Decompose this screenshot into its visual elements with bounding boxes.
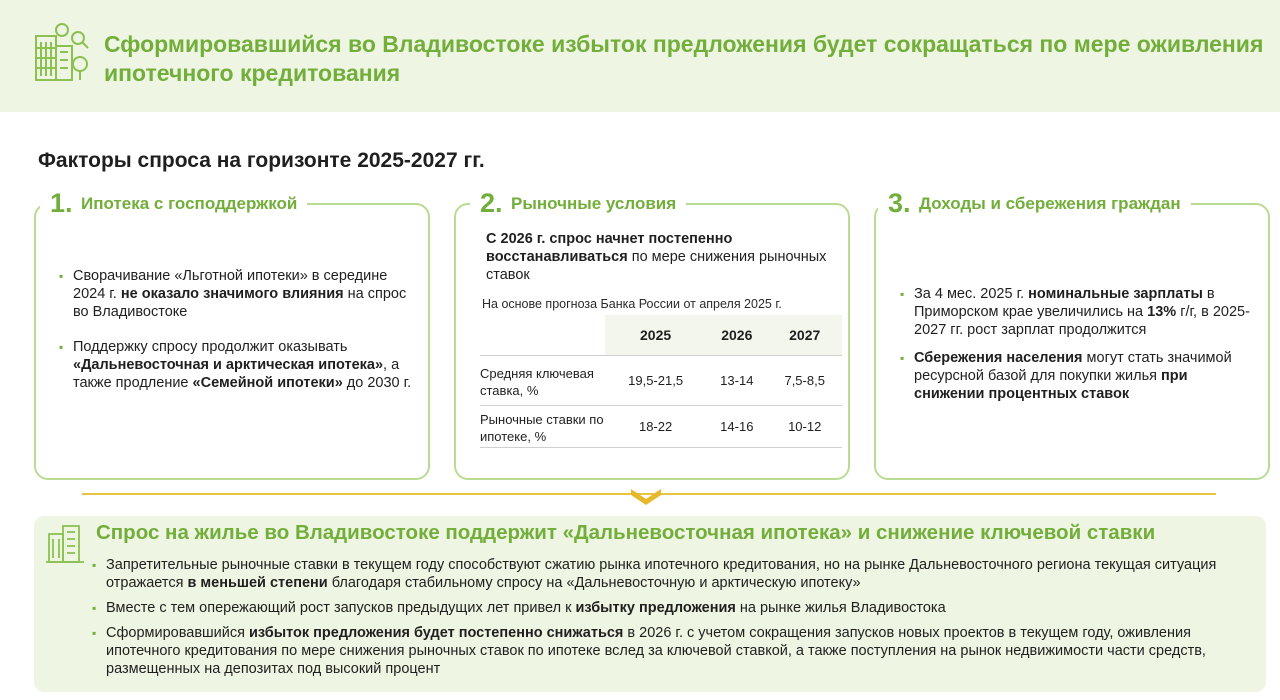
card-number: 1. (50, 188, 73, 218)
card-title: Доходы и сбережения граждан (918, 193, 1181, 213)
table-row (480, 355, 842, 405)
list-item: ▪ Сформировавшийся избыток предложения будет постепенно снижаться в 2026 г. с учетом сокращения запусков новых проектов в текущем году, оживления ипотечного кредитования по мере снижения рыночных ставок по ипотеке вслед за ключевой ставкой, а также поступления на рынок недвижимости части средств, размещенных на депозитах под высокий процент (92, 624, 1260, 678)
card-title: Ипотека с господдержкой (80, 193, 298, 213)
rates-table (480, 315, 842, 448)
city-buildings-icon (34, 22, 96, 82)
bullet-list (92, 556, 1260, 685)
card-mortgage-support (34, 188, 430, 480)
chevron-down-icon (627, 485, 665, 511)
card-title: Рыночные условия (510, 193, 677, 213)
table-header-cell: 2027 (767, 315, 842, 355)
card-market-conditions (454, 188, 850, 480)
list-item: ▪ Поддержку спросу продолжит оказывать «Дальневосточная и арктическая ипотека», а также продление «Семейной ипотеки» до 2030 г. (59, 338, 419, 392)
summary-title: Спрос на жилье во Владивостоке поддержит «Дальневосточная ипотека» и снижение ключевой ставки (96, 521, 1156, 544)
card-number: 3. (888, 188, 911, 218)
card-header (878, 188, 1191, 219)
list-item: ▪ Сбережения населения могут стать значимой ресурсной базой для покупки жилья при снижении процентных ставок (900, 349, 1260, 403)
summary-panel (34, 516, 1266, 692)
table-cell: 14-16 (706, 405, 767, 447)
table-header-cell: 2026 (706, 315, 767, 355)
page-title: Сформировавшийся во Владивостоке избыток предложения будет сокращаться по мере оживления ипотечного кредитования (104, 31, 1264, 86)
card-income-savings (874, 188, 1270, 480)
bullet-list (900, 285, 1260, 413)
list-item: ▪ Сворачивание «Льготной ипотеки» в середине 2024 г. не оказало значимого влияния на спрос во Владивостоке (59, 267, 419, 321)
list-item: ▪ За 4 мес. 2025 г. номинальные зарплаты в Приморском крае увеличились на 13% г/г, в 2025-2027 гг. рост зарплат продолжится (900, 285, 1260, 339)
header-banner (0, 0, 1280, 112)
table-header-row (480, 315, 842, 355)
forecast-note: На основе прогноза Банка России от апреля 2025 г. (482, 297, 782, 311)
bullet-list (59, 267, 419, 409)
buildings-icon (46, 522, 86, 564)
table-cell: 18-22 (605, 405, 706, 447)
card-header (470, 188, 686, 219)
section-title: Факторы спроса на горизонте 2025-2027 гг. (38, 149, 485, 172)
card-header (40, 188, 307, 219)
table-row (480, 405, 842, 447)
card-number: 2. (480, 188, 503, 218)
row-label: Рыночные ставки по ипотеке, % (480, 405, 605, 447)
table-cell: 10-12 (767, 405, 842, 447)
list-item: ▪ Вместе с тем опережающий рост запусков предыдущих лет привел к избытку предложения на рынке жилья Владивостока (92, 599, 1260, 617)
table-cell: 13-14 (706, 355, 767, 405)
table-cell: 19,5-21,5 (605, 355, 706, 405)
card-lead-text: С 2026 г. спрос начнет постепенно восстанавливаться по мере снижения рыночных ставок (486, 231, 827, 283)
list-item: ▪ Запретительные рыночные ставки в текущем году способствуют сжатию рынка ипотечного кредитования, но на рынке Дальневосточного региона текущая ситуация отражается в меньшей степени благодаря стабильному спросу на «Дальневосточную и арктическую ипотеку» (92, 556, 1260, 592)
row-label: Средняя ключевая ставка, % (480, 355, 605, 405)
table-cell: 7,5-8,5 (767, 355, 842, 405)
table-header-cell: 2025 (605, 315, 706, 355)
